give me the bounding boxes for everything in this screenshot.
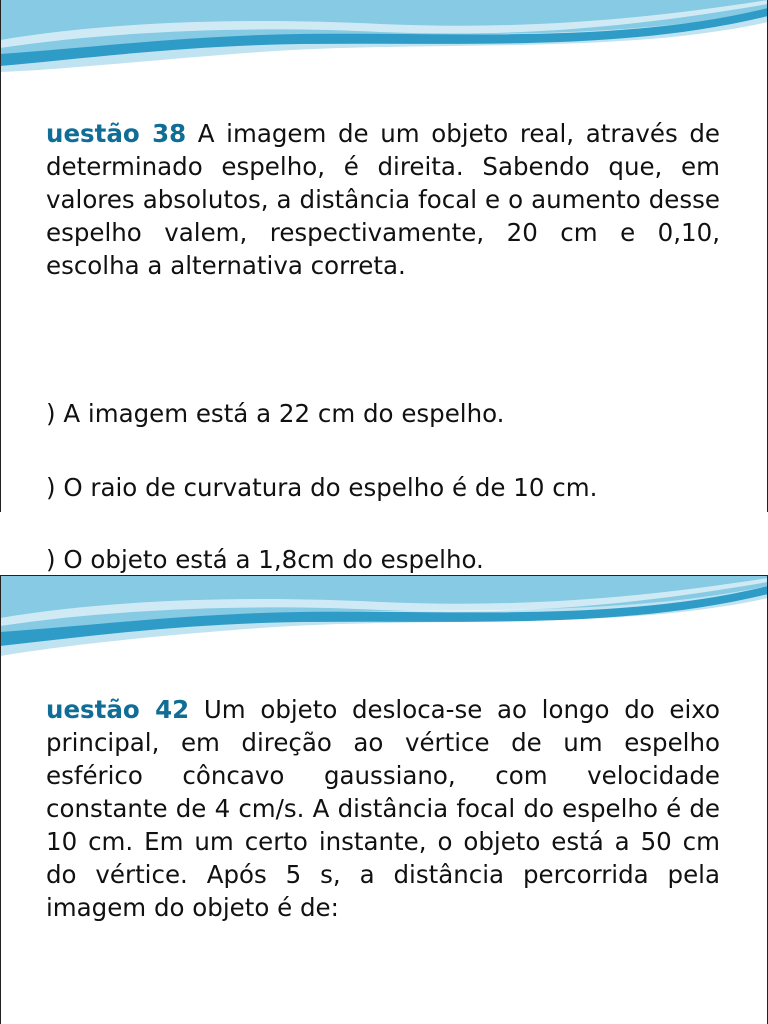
question-text: A imagem de um objeto real, através de determinado espelho, é direita. Sabendo que, em valores absolutos, a distância focal e o aumento desse espelho valem, respectivamente, 20 cm e 0,10, escolha a alternativa correta. [46,119,720,280]
question-number: uestão 38 [46,119,187,148]
header-wave-decoration [0,576,768,666]
question-38 [46,117,720,282]
slide-border-left [0,0,1,512]
question-text: Um objeto desloca-se ao longo do eixo principal, em direção ao vértice de um espelho esférico côncavo gaussiano, com velocidade constante de 4 cm/s. A distância focal do espelho é de 10 cm. Em um certo instante, o objeto está a 50 cm do vértice. Após 5 s, a distância percorrida pela imagem do objeto é de: [46,695,721,922]
option-3: ) O objeto está a 1,8cm do espelho. [46,545,484,574]
question-number: uestão 42 [46,695,190,724]
slide-border-left [0,576,1,1024]
slide-2 [0,576,768,1024]
option-1: ) A imagem está a 22 cm do espelho. [46,399,505,428]
option-2: ) O raio de curvatura do espelho é de 10 cm. [46,473,598,502]
header-wave-decoration [0,0,768,90]
question-42 [46,693,720,924]
